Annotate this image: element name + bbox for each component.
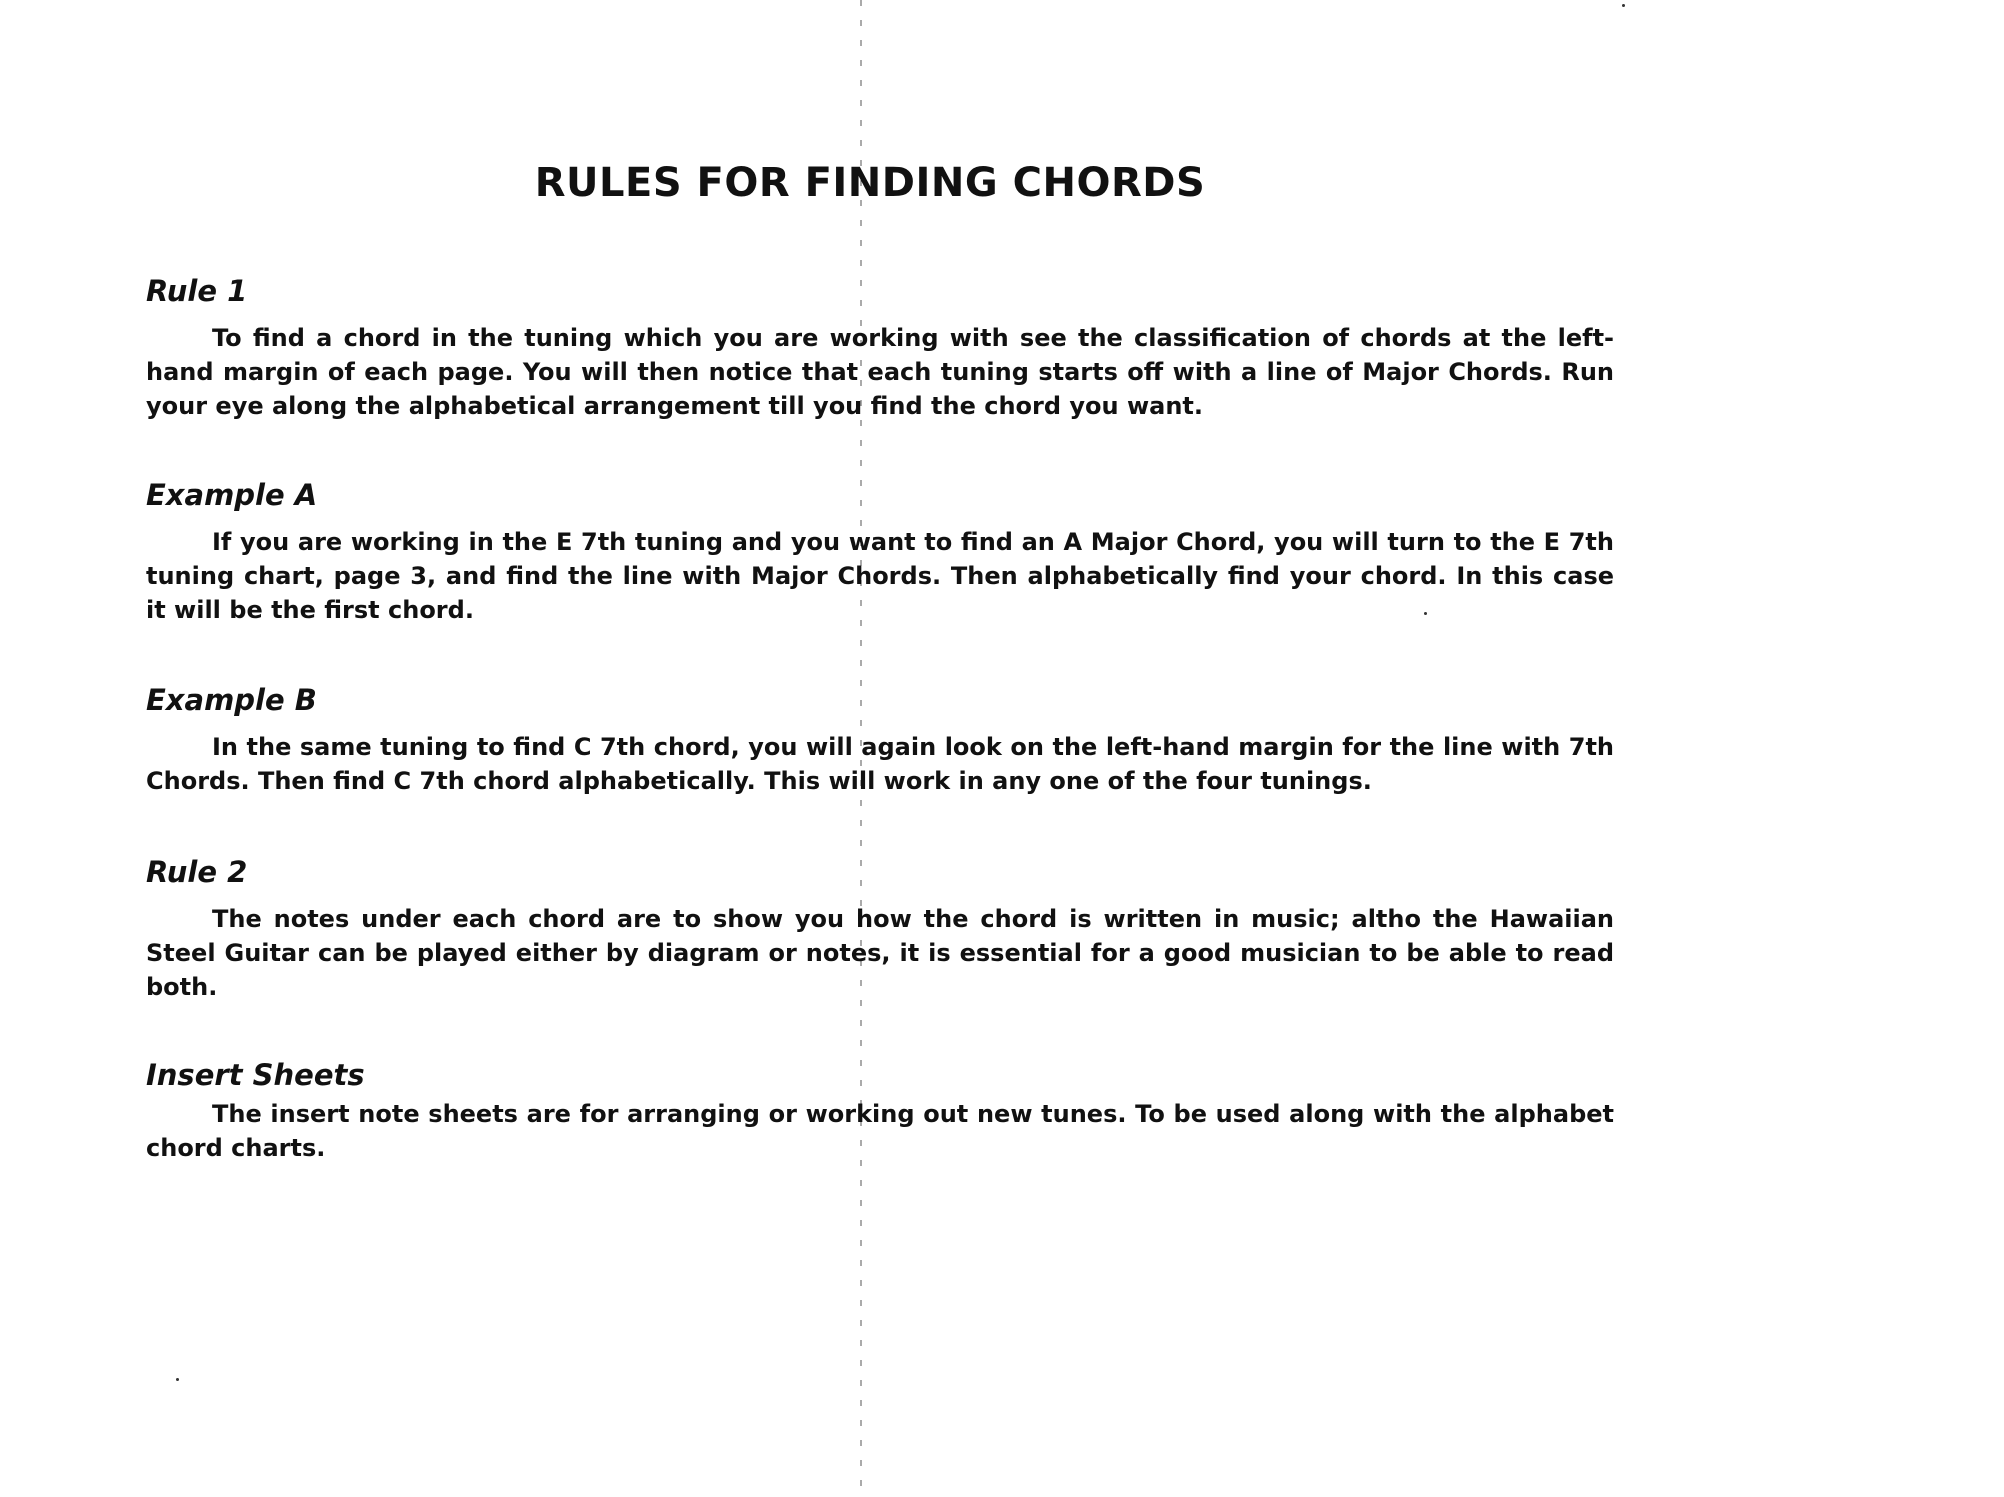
section-heading: Insert Sheets: [146, 1058, 365, 1092]
section-heading: Rule 2: [146, 855, 248, 889]
section-rule-2: [146, 855, 1614, 1004]
section-insert-sheets: [146, 1058, 1614, 1165]
section-text: To find a chord in the tuning which you are working with see the classification of chords at the left-hand margin of each page. You will then notice that each tuning starts off with a line of Major Chords. Run your eye along the alphabetical arrangement till you find the chord you want.: [146, 323, 1614, 420]
page-title: RULES FOR FINDING CHORDS: [534, 160, 1206, 206]
section-text: In the same tuning to find C 7th chord, you will again look on the left-hand margin for the line with 7th Chords. Then find C 7th chord alphabetically. This will work in any one of the four tunings.: [146, 732, 1614, 795]
scan-speck: [176, 1378, 179, 1381]
section-text: The insert note sheets are for arranging or working out new tunes. To be used along with the alphabet chord charts.: [146, 1099, 1614, 1162]
section-heading: Example B: [146, 683, 317, 717]
section-heading: Rule 1: [146, 274, 248, 308]
section-text: If you are working in the E 7th tuning and you want to find an A Major Chord, you will turn to the E 7th tuning chart, page 3, and find the line with Major Chords. Then alphabetically find your chord. In this case it will be the first chord.: [146, 527, 1614, 624]
scan-speck: [1622, 4, 1625, 7]
section-example-a: [146, 478, 1614, 627]
section-text: The notes under each chord are to show you how the chord is written in music; altho the Hawaiian Steel Guitar can be played either by diagram or notes, it is essential for a good musician to be able to read both.: [146, 904, 1614, 1001]
section-heading: Example A: [146, 478, 318, 512]
section-example-b: [146, 683, 1614, 798]
section-rule-1: [146, 274, 1614, 423]
